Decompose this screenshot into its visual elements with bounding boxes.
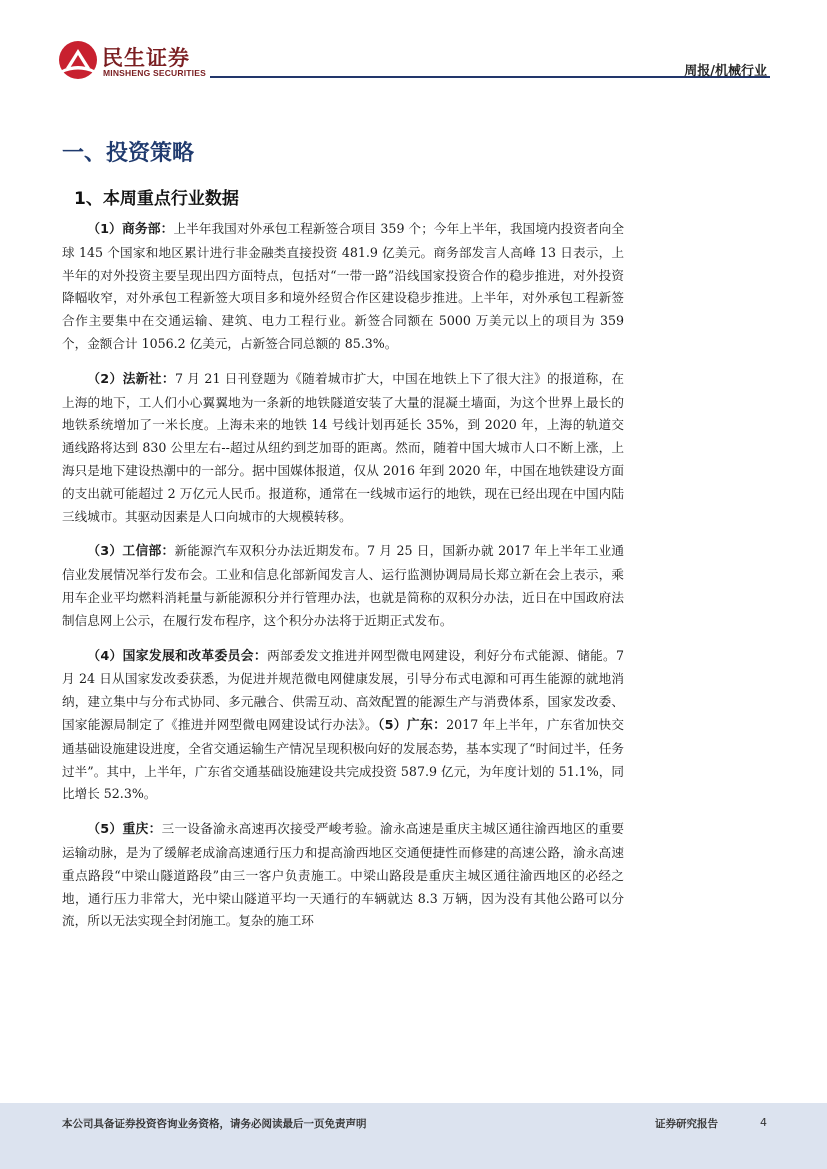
paragraph-lead: （2）法新社： [87, 371, 175, 387]
section-title: 一、投资策略 [62, 141, 195, 166]
paragraph-commerce-ministry [62, 218, 624, 356]
paragraph-lead: （3）工信部： [87, 544, 175, 560]
paragraph-lead-2: （5）广东： [377, 717, 447, 733]
page-footer [0, 1103, 827, 1169]
paragraph-chongqing [62, 818, 624, 933]
paragraph-text: 三一设备渝永高速再次接受严峻考验。渝永高速是重庆主城区通往渝西地区的重要运输动脉，是为了缓解老成渝高速通行压力和提高渝西地区交通便捷性而修建的高速公路，渝永高速重点路段“中梁山隧道路段”由三一客户负责施工。中梁山路段是重庆主城区通往渝西地区的必经之地，通行压力非常大，光中梁山隧道平均一天通行的车辆就达 8.3 万辆，因为没有其他公路可以分流，所以无法实现全封闭施工。复杂的施工环 [62, 821, 625, 929]
paragraph-text: 7 月 21 日刊登题为《随着城市扩大，中国在地铁上下了很大注》的报道称，在上海的地下，工人们小心翼翼地为一条新的地铁隧道安装了大量的混凝土墙面，为这个世界上最长的地铁系统增加了一米长度。上海未来的地铁 14 号线计划再延长 35%，到 2020 年，上海的轨道交通线路将达到 830 公里左右--超过从纽约到芝加哥的距离。然而，随着中国大城市人口不断上涨，上海只是地下建设热潮中的一部分。据中国媒体报道，仅从 2016 年到 2020 年，中国在地铁建设方面的支出就可能超过 2 万亿元人民币。报道称，通常在一线城市运行的地铁，现在已经出现在中国内陆三线城市。其驱动因素是人口向城市的大规模转移。 [62, 370, 624, 524]
section-subtitle: 1、本周重点行业数据 [74, 189, 239, 209]
report-body [62, 218, 624, 945]
page-header [0, 0, 827, 90]
paragraph-lead: （4）国家发展和改革委员会： [87, 648, 268, 664]
minsheng-logo-icon [58, 40, 98, 80]
disclaimer-text: 本公司具备证券投资咨询业务资格，请务必阅读最后一页免责声明 [62, 1118, 367, 1130]
paragraph-ndrc-guangdong [62, 645, 624, 807]
paragraph-lead: （5）重庆： [87, 822, 162, 838]
paragraph-lead: （1）商务部： [87, 222, 174, 237]
paragraph-text: 两部委发文推进并网型微电网建设，利好分布式能源、储能。7 月 24 日从国家发改委获悉，为促进并规范微电网健康发展，引导分布式电源和可再生能源的就地消纳，建立集中与分布式协同、多元融合、供需互动、高效配置的能源生产与消费体系，国家发改委、国家能源局制定了《推进并网型微电网建设试行办法》。 [62, 647, 624, 732]
logo-english-name: MINSHENG SECURITIES [103, 68, 206, 78]
logo-chinese-name: 民生证券 [102, 46, 190, 70]
company-logo [58, 40, 218, 84]
paragraph-text: 上半年我国对外承包工程新签合项目 359 个；今年上半年，我国境内投资者向全球 145 个国家和地区累计进行非金融类直接投资 481.9 亿美元。商务部发言人高峰 13 日表示，上半年的对外投资主要呈现出四方面特点，包括对“一带一路”沿线国家投资合作的稳步推进，对外投资降幅收窄，对外承包工程新签大项目多和境外经贸合作区建设稳步推进。上半年，对外承包工程新签合作主要集中在交通运输、建筑、电力工程行业。新签合同额在 5000 万美元以上的项目为 359 个，金额合计 1056.2 亿美元，占新签合同总额的 85.3%。 [62, 221, 624, 351]
paragraph-afp [62, 368, 624, 529]
paragraph-text-2: 2017 年上半年，广东省加快交通基础设施建设进度，全省交通运输生产情况呈现积极向好的发展态势，基本实现了“时间过半，任务过半”。其中，上半年，广东省交通基础设施建设共完成投资 587.9 亿元，为年度计划的 51.1%，同比增长 52.3%。 [62, 716, 624, 802]
report-type-label: 周报/机械行业 [684, 64, 767, 79]
page-number: 4 [760, 1116, 767, 1129]
paragraph-text: 新能源汽车双积分办法近期发布。7 月 25 日，国新办就 2017 年上半年工业通信业发展情况举行发布会。工业和信息化部新闻发言人、运行监测协调局局长郑立新在会上表示，乘用车企业平均燃料消耗量与新能源积分并行管理办法，也就是简称的双积分办法，近日在中国政府法制信息网上公示，在履行发布程序，这个积分办法将于近期正式发布。 [62, 543, 624, 628]
paragraph-miit [62, 540, 624, 632]
report-label: 证券研究报告 [655, 1118, 718, 1130]
